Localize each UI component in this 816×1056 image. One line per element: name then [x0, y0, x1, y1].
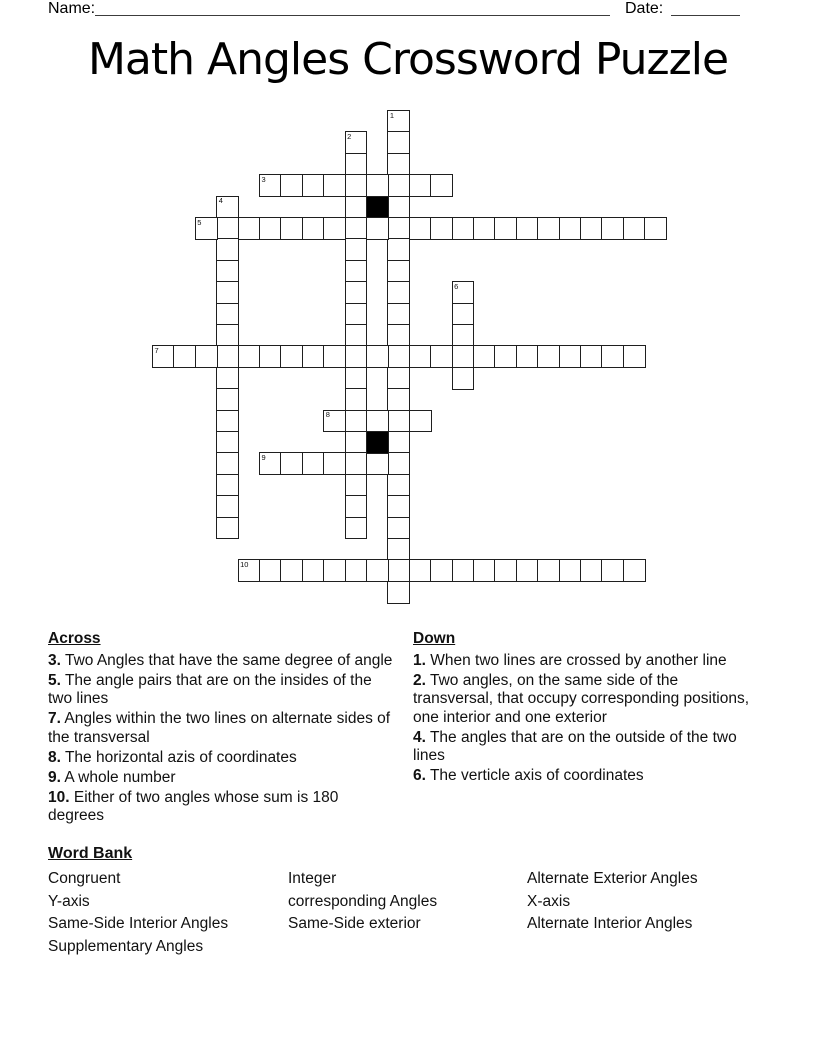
grid-cell[interactable] — [216, 474, 239, 497]
word-bank-item: Supplementary Angles — [48, 937, 204, 955]
clue-text: A whole number — [64, 768, 176, 786]
grid-cell[interactable] — [452, 281, 475, 304]
clue-text: When two lines are crossed by another line — [430, 651, 727, 669]
grid-cell[interactable] — [345, 303, 368, 326]
clue-number-label: 2 — [347, 131, 352, 141]
across-heading: Across — [48, 630, 101, 647]
grid-cell[interactable] — [216, 238, 239, 261]
grid-cell[interactable] — [601, 217, 624, 240]
grid-cell[interactable] — [430, 217, 453, 240]
grid-cell[interactable] — [537, 217, 560, 240]
grid-cell[interactable] — [366, 345, 389, 368]
clue-text: Two Angles that have the same degree of angle — [64, 651, 393, 669]
grid-cell[interactable] — [452, 303, 475, 326]
grid-cell[interactable] — [216, 345, 239, 368]
grid-cell[interactable] — [173, 345, 196, 368]
name-label: Name: — [48, 0, 96, 17]
grid-cell[interactable] — [238, 559, 261, 582]
grid-cell[interactable] — [601, 559, 624, 582]
clue-number: 4. — [413, 728, 426, 746]
grid-cell[interactable] — [430, 345, 453, 368]
grid-cell[interactable] — [259, 559, 282, 582]
clue-number-label: 1 — [389, 110, 395, 120]
grid-cell[interactable] — [238, 345, 261, 368]
grid-cell[interactable] — [644, 217, 667, 240]
grid-cell[interactable] — [366, 410, 389, 433]
grid-cell[interactable] — [323, 217, 346, 240]
grid-cell[interactable] — [387, 367, 410, 390]
crossword-grid — [152, 110, 668, 604]
grid-cell[interactable] — [387, 217, 410, 240]
down-heading: Down — [413, 630, 456, 647]
grid-cell[interactable] — [216, 367, 239, 390]
grid-cell[interactable] — [345, 196, 368, 219]
grid-cell[interactable] — [452, 367, 475, 390]
grid-cell[interactable] — [216, 452, 239, 475]
grid-cell[interactable] — [238, 217, 261, 240]
grid-cell[interactable] — [216, 495, 239, 518]
grid-cell[interactable] — [345, 238, 368, 261]
clue-text: The verticle axis of coordinates — [429, 767, 644, 784]
grid-cell[interactable] — [323, 410, 346, 433]
name-input-line[interactable] — [95, 1, 610, 16]
grid-cell[interactable] — [345, 281, 368, 304]
word-bank-column — [288, 868, 437, 936]
grid-cell[interactable] — [323, 559, 346, 582]
grid-cell[interactable] — [323, 345, 346, 368]
grid-cell[interactable] — [387, 324, 410, 347]
grid-cell[interactable] — [345, 174, 368, 197]
grid-cell[interactable] — [516, 345, 539, 368]
grid-cell[interactable] — [452, 559, 475, 582]
grid-cell[interactable] — [387, 131, 410, 154]
grid-cell[interactable] — [216, 410, 239, 433]
grid-cell[interactable] — [387, 410, 410, 433]
grid-cell[interactable] — [473, 345, 496, 368]
grid-cell[interactable] — [387, 110, 410, 133]
grid-cell[interactable] — [216, 217, 239, 240]
grid-cell[interactable] — [302, 217, 325, 240]
grid-cell[interactable] — [559, 217, 582, 240]
grid-cell[interactable] — [409, 217, 432, 240]
grid-cell[interactable] — [216, 196, 239, 219]
clue-across-7 — [48, 710, 396, 747]
word-bank-item: Congruent — [48, 870, 121, 887]
clue-number: 2. — [413, 671, 426, 689]
clue-text: The horizontal azis of coordinates — [64, 748, 297, 766]
grid-cell[interactable] — [623, 559, 646, 582]
clue-text: Either of two angles whose sum is 180 degrees — [48, 788, 339, 824]
grid-cell[interactable] — [345, 474, 368, 497]
grid-cell[interactable] — [216, 388, 239, 411]
grid-cell[interactable] — [580, 345, 603, 368]
grid-cell[interactable] — [387, 260, 410, 283]
grid-cell[interactable] — [366, 217, 389, 240]
grid-cell[interactable] — [216, 431, 239, 454]
clue-text: The angle pairs that are on the insides of the two lines — [48, 671, 372, 707]
word-bank-item: Y-axis — [48, 892, 90, 910]
grid-cell[interactable] — [302, 559, 325, 582]
date-input-line[interactable] — [671, 1, 740, 16]
clue-number-label: 9 — [261, 452, 266, 462]
grid-cell[interactable] — [366, 452, 389, 475]
grid-cell[interactable] — [280, 174, 303, 197]
grid-cell[interactable] — [345, 153, 368, 176]
grid-cell[interactable] — [473, 217, 496, 240]
grid-cell[interactable] — [387, 581, 410, 604]
grid-cell[interactable] — [345, 410, 368, 433]
grid-cell[interactable] — [280, 217, 303, 240]
word-bank-column — [48, 868, 228, 958]
word-bank-item: X-axis — [527, 892, 571, 910]
grid-cell[interactable] — [259, 345, 282, 368]
clue-down-6 — [413, 767, 749, 786]
grid-cell[interactable] — [345, 260, 368, 283]
grid-cell[interactable] — [259, 452, 282, 475]
clue-down-1 — [413, 652, 749, 671]
word-bank-item: Same-Side exterior — [288, 915, 421, 932]
word-bank-item: Integer — [288, 870, 337, 887]
clue-down-4 — [413, 729, 749, 766]
grid-cell[interactable] — [623, 217, 646, 240]
grid-cell[interactable] — [559, 345, 582, 368]
word-bank-item: corresponding Angles — [288, 892, 438, 910]
clue-number-label: 3 — [261, 174, 266, 184]
grid-cell[interactable] — [387, 238, 410, 261]
grid-cell[interactable] — [387, 345, 410, 368]
down-clue-list — [413, 652, 749, 786]
grid-cell[interactable] — [345, 217, 368, 240]
clue-number-label: 8 — [325, 410, 330, 420]
word-bank-item: Alternate Interior Angles — [527, 915, 693, 932]
clue-across-10 — [48, 789, 396, 826]
grid-cell[interactable] — [623, 345, 646, 368]
grid-cell[interactable] — [580, 559, 603, 582]
grid-cell[interactable] — [345, 452, 368, 475]
grid-cell[interactable] — [302, 345, 325, 368]
grid-cell[interactable] — [537, 345, 560, 368]
grid-cell[interactable] — [387, 153, 410, 176]
clue-down-2 — [413, 672, 749, 728]
grid-cell[interactable] — [216, 324, 239, 347]
grid-cell[interactable] — [452, 345, 475, 368]
grid-cell[interactable] — [280, 452, 303, 475]
grid-cell[interactable] — [387, 474, 410, 497]
clue-number: 1. — [413, 651, 426, 669]
grid-cell[interactable] — [494, 217, 517, 240]
grid-cell[interactable] — [152, 345, 175, 368]
grid-cell[interactable] — [516, 559, 539, 582]
grid-cell[interactable] — [366, 559, 389, 582]
grid-black-cell — [366, 431, 389, 454]
grid-cell[interactable] — [280, 559, 303, 582]
clue-number: 3. — [48, 651, 61, 669]
grid-cell[interactable] — [494, 345, 517, 368]
grid-cell[interactable] — [430, 174, 453, 197]
word-bank-item: Alternate Exterior Angles — [527, 870, 698, 887]
grid-cell[interactable] — [216, 281, 239, 304]
grid-cell[interactable] — [345, 517, 368, 540]
grid-cell[interactable] — [345, 131, 368, 154]
grid-cell[interactable] — [387, 538, 410, 561]
grid-cell[interactable] — [473, 559, 496, 582]
grid-cell[interactable] — [345, 324, 368, 347]
grid-cell[interactable] — [601, 345, 624, 368]
grid-cell[interactable] — [387, 559, 410, 582]
grid-cell[interactable] — [516, 217, 539, 240]
clue-across-5 — [48, 672, 396, 709]
grid-cell[interactable] — [387, 174, 410, 197]
clue-number: 6. — [413, 767, 426, 784]
grid-cell[interactable] — [387, 281, 410, 304]
grid-cell[interactable] — [409, 345, 432, 368]
grid-cell[interactable] — [302, 174, 325, 197]
grid-cell[interactable] — [259, 217, 282, 240]
clue-number-label: 6 — [454, 281, 459, 291]
across-clue-list — [48, 652, 396, 826]
grid-cell[interactable] — [302, 452, 325, 475]
grid-cell[interactable] — [452, 217, 475, 240]
grid-cell[interactable] — [345, 388, 368, 411]
grid-cell[interactable] — [387, 196, 410, 219]
date-label: Date: — [625, 0, 664, 17]
clue-text: Two angles, on the same side of the transversal, that occupy corresponding positions, one interior and one exterior — [413, 671, 750, 726]
clue-text: The angles that are on the outside of the two lines — [413, 728, 737, 764]
grid-cell[interactable] — [345, 431, 368, 454]
word-bank-heading: Word Bank — [48, 845, 133, 862]
grid-cell[interactable] — [387, 517, 410, 540]
grid-cell[interactable] — [494, 559, 517, 582]
clue-text: Angles within the two lines on alternate sides of the transversal — [48, 710, 391, 746]
clue-number: 9. — [48, 768, 61, 786]
clue-number-label: 10 — [240, 559, 249, 569]
grid-cell[interactable] — [216, 303, 239, 326]
down-clues-section — [413, 630, 749, 787]
grid-cell[interactable] — [409, 174, 432, 197]
grid-cell[interactable] — [580, 217, 603, 240]
grid-cell[interactable] — [409, 410, 432, 433]
grid-cell[interactable] — [195, 217, 218, 240]
grid-cell[interactable] — [345, 495, 368, 518]
grid-cell[interactable] — [537, 559, 560, 582]
clue-number: 5. — [48, 671, 61, 689]
grid-cell[interactable] — [323, 452, 346, 475]
clue-number-label: 4 — [218, 196, 223, 206]
grid-cell[interactable] — [387, 431, 410, 454]
grid-cell[interactable] — [387, 388, 410, 411]
clue-number: 7. — [48, 710, 61, 727]
grid-cell[interactable] — [345, 345, 368, 368]
grid-cell[interactable] — [452, 324, 475, 347]
grid-cell[interactable] — [387, 452, 410, 475]
grid-cell[interactable] — [280, 345, 303, 368]
grid-black-cell — [366, 196, 389, 219]
grid-cell[interactable] — [323, 174, 346, 197]
word-bank-column — [527, 868, 698, 936]
across-clues-section — [48, 630, 396, 827]
grid-cell[interactable] — [559, 559, 582, 582]
clue-number-label: 7 — [154, 345, 159, 355]
grid-cell[interactable] — [345, 367, 368, 390]
grid-cell[interactable] — [387, 495, 410, 518]
word-bank-item: Same-Side Interior Angles — [48, 915, 229, 932]
clue-number: 8. — [48, 748, 61, 766]
grid-cell[interactable] — [216, 517, 239, 540]
clue-across-9 — [48, 769, 396, 788]
page-title: Math Angles Crossword Puzzle — [87, 34, 729, 85]
clue-number: 10. — [48, 788, 70, 806]
grid-cell[interactable] — [387, 303, 410, 326]
grid-cell[interactable] — [216, 260, 239, 283]
clue-across-3 — [48, 652, 396, 671]
clue-across-8 — [48, 749, 396, 768]
word-bank-section — [48, 845, 768, 955]
grid-cell[interactable] — [195, 345, 218, 368]
grid-cell[interactable] — [366, 174, 389, 197]
grid-cell[interactable] — [345, 559, 368, 582]
grid-cell[interactable] — [259, 174, 282, 197]
clue-number-label: 5 — [197, 217, 202, 227]
grid-cell[interactable] — [409, 559, 432, 582]
grid-cell[interactable] — [430, 559, 453, 582]
